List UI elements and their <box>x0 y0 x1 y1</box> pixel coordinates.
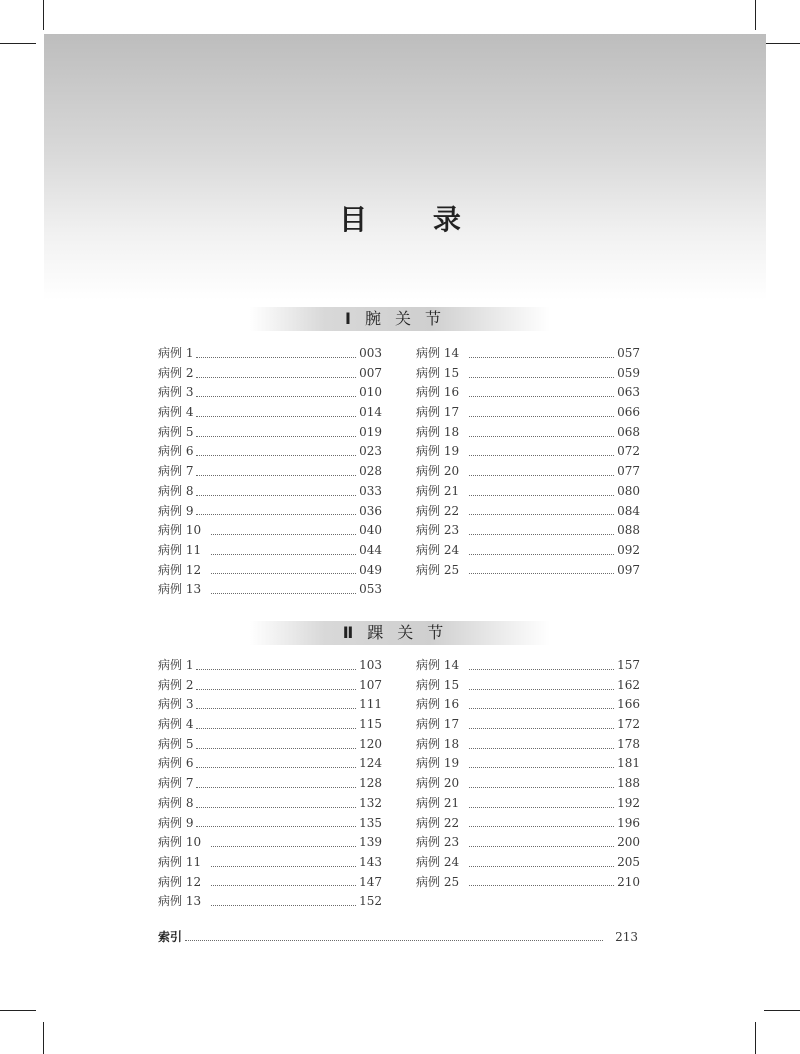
toc-entry-page: 068 <box>617 424 640 439</box>
toc-entry-label: 病例 1 <box>158 346 194 360</box>
toc-entry-label: 病例 22 <box>416 815 460 830</box>
leader-dots <box>469 395 614 397</box>
toc-entry[interactable] <box>416 521 640 541</box>
leader-dots <box>196 376 356 378</box>
leader-dots <box>196 668 356 670</box>
toc-entry[interactable] <box>158 774 382 794</box>
toc-entry[interactable] <box>416 814 640 834</box>
toc-entry-page: 044 <box>359 542 382 557</box>
leader-dots <box>196 395 356 397</box>
leader-dots <box>196 494 356 496</box>
toc-entry-page: 036 <box>359 503 382 518</box>
toc-entry[interactable] <box>416 715 640 735</box>
leader-dots <box>196 474 356 476</box>
toc-entry-page: 172 <box>617 717 640 732</box>
toc-entry-page: 143 <box>359 854 382 869</box>
toc-entry-page: 200 <box>617 835 640 850</box>
toc-entry-page: 152 <box>359 894 382 909</box>
toc-entry-label: 病例 4 <box>158 717 194 732</box>
toc-entry[interactable] <box>416 442 640 462</box>
toc-column-right <box>416 656 640 892</box>
toc-entry-label: 索引 <box>158 930 183 944</box>
toc-entry-index[interactable] <box>158 928 638 946</box>
toc-entry-page: 014 <box>359 405 382 420</box>
toc-entry[interactable] <box>158 676 382 696</box>
toc-entry-page: 213 <box>615 930 638 944</box>
leader-dots <box>469 454 614 456</box>
toc-entry-page: 107 <box>359 677 382 692</box>
toc-entry-label: 病例 7 <box>158 464 194 479</box>
toc-entry-page: 128 <box>359 776 382 791</box>
toc-entry[interactable] <box>416 873 640 893</box>
crop-mark <box>0 1010 36 1011</box>
toc-entry-page: 019 <box>359 424 382 439</box>
leader-dots <box>196 766 356 768</box>
toc-entry-page: 192 <box>617 795 640 810</box>
toc-entry-label: 病例 21 <box>416 795 460 810</box>
toc-entry[interactable] <box>158 561 382 581</box>
leader-dots <box>469 688 614 690</box>
toc-entry[interactable] <box>416 561 640 581</box>
leader-dots <box>211 865 356 867</box>
toc-entry[interactable] <box>416 774 640 794</box>
leader-dots <box>196 513 356 515</box>
leader-dots <box>469 845 614 847</box>
toc-entry[interactable] <box>158 873 382 893</box>
header-band <box>44 34 766 300</box>
toc-entry[interactable] <box>416 695 640 715</box>
toc-entry[interactable] <box>416 794 640 814</box>
toc-entry-page: 028 <box>359 464 382 479</box>
toc-entry[interactable] <box>158 364 382 384</box>
toc-entry[interactable] <box>416 502 640 522</box>
toc-entry[interactable] <box>158 580 382 600</box>
leader-dots <box>469 376 614 378</box>
toc-entry[interactable] <box>416 403 640 423</box>
toc-entry[interactable] <box>158 715 382 735</box>
toc-entry[interactable] <box>158 794 382 814</box>
toc-entry-label: 病例 25 <box>416 562 460 577</box>
toc-entry-page: 077 <box>617 464 640 479</box>
toc-entry-page: 181 <box>617 756 640 771</box>
toc-entry[interactable] <box>158 462 382 482</box>
toc-entry[interactable] <box>158 521 382 541</box>
toc-entry-label: 病例 23 <box>416 523 460 538</box>
section-name: 腕关节 <box>364 309 455 328</box>
toc-entry-label: 病例 2 <box>158 677 194 692</box>
toc-entry-label: 病例 15 <box>416 677 460 692</box>
toc-entry-page: 196 <box>617 815 640 830</box>
leader-dots <box>469 727 614 729</box>
toc-entry-page: 092 <box>617 542 640 557</box>
toc-entry-page: 033 <box>359 483 382 498</box>
leader-dots <box>196 454 356 456</box>
toc-entry-label: 病例 8 <box>158 483 194 498</box>
toc-entry-page: 003 <box>359 346 382 360</box>
toc-entry[interactable] <box>416 364 640 384</box>
toc-entry[interactable] <box>158 735 382 755</box>
leader-dots <box>469 494 614 496</box>
toc-entry-label: 病例 12 <box>158 874 202 889</box>
toc-entry-label: 病例 20 <box>416 464 460 479</box>
leader-dots <box>211 904 356 906</box>
toc-entry-label: 病例 17 <box>416 405 460 420</box>
toc-entry-label: 病例 14 <box>416 346 460 360</box>
toc-entry-page: 053 <box>359 582 382 597</box>
leader-dots <box>211 592 356 594</box>
leader-dots <box>469 435 614 437</box>
toc-column-left <box>158 344 382 600</box>
crop-mark <box>755 0 756 30</box>
toc-entry-page: 007 <box>359 365 382 380</box>
toc-entry[interactable] <box>416 656 640 676</box>
toc-entry-label: 病例 11 <box>158 542 202 557</box>
toc-entry-label: 病例 24 <box>416 854 460 869</box>
toc-entry[interactable] <box>158 814 382 834</box>
toc-entry-page: 080 <box>617 483 640 498</box>
page-title: 目 录 <box>339 203 489 236</box>
toc-entry-label: 病例 2 <box>158 365 194 380</box>
leader-dots <box>469 553 614 555</box>
crop-mark <box>0 43 36 44</box>
toc-entry[interactable] <box>416 423 640 443</box>
toc-column-right <box>416 344 640 580</box>
leader-dots <box>469 884 614 886</box>
toc-entry-label: 病例 4 <box>158 405 194 420</box>
toc-entry-label: 病例 5 <box>158 424 194 439</box>
leader-dots <box>469 533 614 535</box>
toc-entry-label: 病例 9 <box>158 503 194 518</box>
leader-dots <box>469 668 614 670</box>
toc-entry[interactable] <box>158 423 382 443</box>
leader-dots <box>196 747 356 749</box>
toc-entry[interactable] <box>158 482 382 502</box>
leader-dots <box>196 688 356 690</box>
toc-entry[interactable] <box>416 482 640 502</box>
toc-entry-label: 病例 24 <box>416 542 460 557</box>
toc-entry-label: 病例 22 <box>416 503 460 518</box>
toc-entry[interactable] <box>158 442 382 462</box>
toc-entry-page: 147 <box>359 874 382 889</box>
toc-entry-label: 病例 18 <box>416 424 460 439</box>
toc-entry-label: 病例 10 <box>158 835 202 850</box>
toc-entry[interactable] <box>158 541 382 561</box>
leader-dots <box>211 845 356 847</box>
toc-entry[interactable] <box>158 502 382 522</box>
toc-entry[interactable] <box>416 735 640 755</box>
toc-entry-page: 049 <box>359 562 382 577</box>
section-number: Ⅰ <box>345 309 351 328</box>
leader-dots <box>211 533 356 535</box>
leader-dots <box>469 572 614 574</box>
leader-dots <box>196 786 356 788</box>
crop-mark <box>764 43 800 44</box>
toc-entry-label: 病例 8 <box>158 795 194 810</box>
toc-entry-page: 132 <box>359 795 382 810</box>
toc-entry-label: 病例 7 <box>158 776 194 791</box>
section-title <box>250 621 550 645</box>
toc-entry-label: 病例 12 <box>158 562 202 577</box>
toc-entry-label: 病例 11 <box>158 854 202 869</box>
toc-entry-label: 病例 15 <box>416 365 460 380</box>
toc-entry-page: 057 <box>617 346 640 360</box>
toc-entry-label: 病例 10 <box>158 523 202 538</box>
toc-entry-page: 139 <box>359 835 382 850</box>
toc-entry-page: 178 <box>617 736 640 751</box>
toc-entry-label: 病例 17 <box>416 717 460 732</box>
toc-entry-page: 120 <box>359 736 382 751</box>
toc-entry-label: 病例 13 <box>158 582 202 597</box>
crop-mark <box>43 1022 44 1054</box>
leader-dots <box>196 825 356 827</box>
toc-entry-label: 病例 19 <box>416 444 460 459</box>
leader-dots <box>469 766 614 768</box>
toc-entry-label: 病例 3 <box>158 697 194 712</box>
leader-dots <box>196 727 356 729</box>
toc-entry-page: 111 <box>359 697 382 712</box>
toc-entry[interactable] <box>416 383 640 403</box>
toc-column-left <box>158 656 382 912</box>
leader-dots <box>469 747 614 749</box>
toc-entry-label: 病例 14 <box>416 658 460 672</box>
toc-entry-label: 病例 20 <box>416 776 460 791</box>
leader-dots <box>469 865 614 867</box>
leader-dots <box>211 884 356 886</box>
crop-mark <box>755 1022 756 1054</box>
toc-entry-page: 115 <box>359 717 382 732</box>
crop-mark <box>43 0 44 30</box>
toc-entry[interactable] <box>416 541 640 561</box>
section-number: Ⅱ <box>342 623 354 642</box>
toc-entry[interactable] <box>416 754 640 774</box>
toc-entry[interactable] <box>158 656 382 676</box>
toc-entry-page: 166 <box>617 697 640 712</box>
toc-entry[interactable] <box>158 344 382 364</box>
toc-entry-label: 病例 21 <box>416 483 460 498</box>
toc-entry[interactable] <box>158 695 382 715</box>
toc-entry-page: 188 <box>617 776 640 791</box>
toc-entry-label: 病例 3 <box>158 385 194 400</box>
leader-dots <box>211 572 356 574</box>
leader-dots <box>196 806 356 808</box>
toc-entry-page: 210 <box>617 874 640 889</box>
crop-mark <box>764 1010 800 1011</box>
section-title <box>250 307 550 331</box>
leader-dots <box>469 707 614 709</box>
toc-entry-label: 病例 1 <box>158 658 194 672</box>
toc-entry[interactable] <box>158 403 382 423</box>
toc-entry-page: 066 <box>617 405 640 420</box>
leader-dots <box>469 825 614 827</box>
toc-entry-label: 病例 23 <box>416 835 460 850</box>
toc-entry-label: 病例 6 <box>158 756 194 771</box>
leader-dots <box>185 939 603 941</box>
toc-entry-page: 059 <box>617 365 640 380</box>
leader-dots <box>196 435 356 437</box>
toc-entry-page: 103 <box>359 658 382 672</box>
toc-entry-page: 124 <box>359 756 382 771</box>
toc-entry[interactable] <box>416 853 640 873</box>
leader-dots <box>469 513 614 515</box>
toc-entry[interactable] <box>158 853 382 873</box>
leader-dots <box>469 786 614 788</box>
toc-entry-label: 病例 5 <box>158 736 194 751</box>
toc-entry-page: 010 <box>359 385 382 400</box>
toc-entry-page: 063 <box>617 385 640 400</box>
toc-entry-page: 097 <box>617 562 640 577</box>
leader-dots <box>196 707 356 709</box>
toc-entry-page: 023 <box>359 444 382 459</box>
toc-entry[interactable] <box>158 833 382 853</box>
toc-entry-page: 162 <box>617 677 640 692</box>
toc-entry[interactable] <box>158 754 382 774</box>
toc-entry-page: 205 <box>617 854 640 869</box>
toc-entry-page: 157 <box>617 658 640 672</box>
leader-dots <box>469 474 614 476</box>
toc-entry-label: 病例 16 <box>416 697 460 712</box>
toc-entry-page: 072 <box>617 444 640 459</box>
toc-entry[interactable] <box>416 676 640 696</box>
toc-entry-label: 病例 6 <box>158 444 194 459</box>
toc-entry-label: 病例 18 <box>416 736 460 751</box>
toc-entry-label: 病例 9 <box>158 815 194 830</box>
toc-entry-label: 病例 19 <box>416 756 460 771</box>
toc-entry[interactable] <box>158 892 382 912</box>
toc-entry-label: 病例 25 <box>416 874 460 889</box>
toc-entry-page: 084 <box>617 503 640 518</box>
toc-entry-page: 040 <box>359 523 382 538</box>
section-name: 踝关节 <box>367 623 458 642</box>
toc-entry-label: 病例 16 <box>416 385 460 400</box>
toc-entry[interactable] <box>158 383 382 403</box>
toc-entry-page: 088 <box>617 523 640 538</box>
leader-dots <box>211 553 356 555</box>
leader-dots <box>196 415 356 417</box>
leader-dots <box>469 806 614 808</box>
toc-entry[interactable] <box>416 462 640 482</box>
leader-dots <box>196 356 356 358</box>
toc-entry[interactable] <box>416 344 640 364</box>
toc-entry[interactable] <box>416 833 640 853</box>
toc-entry-label: 病例 13 <box>158 894 202 909</box>
leader-dots <box>469 415 614 417</box>
leader-dots <box>469 356 614 358</box>
toc-entry-page: 135 <box>359 815 382 830</box>
